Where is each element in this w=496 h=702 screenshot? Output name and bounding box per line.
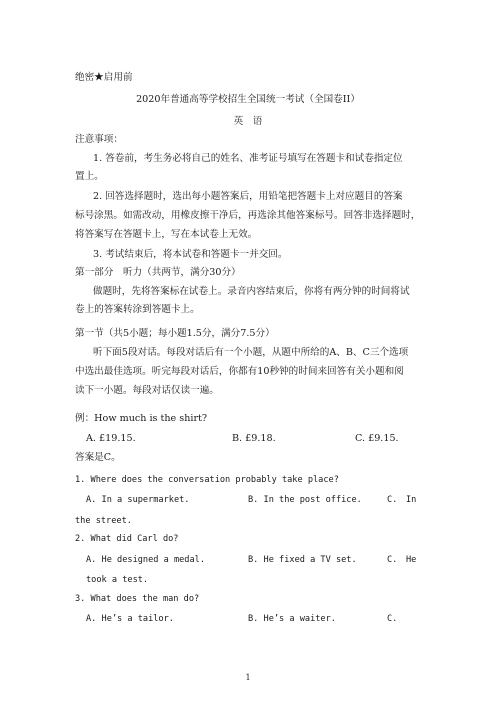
note-item-1-line-1: 1. 答卷前，考生务必将自己的姓名、准考证号填写在答题卡和试卷指定位 xyxy=(93,153,403,164)
section1-heading: 第一节（共5小题；每小题1.5分，满分7.5分） xyxy=(75,328,275,339)
question-2-option-c: C. He xyxy=(387,555,417,565)
example-option-c: C. £9.15. xyxy=(355,433,399,444)
exam-title: 2020年普通高等学校招生全国统一考试（全国卷II） xyxy=(136,94,360,105)
subject-title: 英 语 xyxy=(233,116,263,127)
part1-intro-line-1: 做题时，先将答案标在试卷上。录音内容结束后，你将有两分钟的时间将试 xyxy=(93,286,410,297)
question-1-option-a: A. In a supermarket. xyxy=(86,495,190,505)
question-3-option-c: C. xyxy=(387,614,398,624)
question-2-option-a: A. He designed a medal. xyxy=(86,555,205,565)
question-2-stem: 2. What did Carl do? xyxy=(75,534,179,544)
question-3-stem: 3. What does the man do? xyxy=(75,594,200,604)
example-question: 例：How much is the shirt? xyxy=(75,413,208,424)
example-option-b: B. £9.18. xyxy=(232,433,276,444)
example-answer: 答案是C。 xyxy=(75,452,121,463)
question-1-option-c-continued: the street. xyxy=(75,516,132,526)
note-item-1-line-2: 置上。 xyxy=(75,171,104,182)
question-2-option-c-continued: took a test. xyxy=(86,575,149,585)
section1-intro-line-1: 听下面5段对话。每段对话后有一个小题，从题中所给的A、B、C三个选项 xyxy=(93,347,409,358)
question-1-option-b: B. In the post office. xyxy=(248,495,362,505)
question-1-stem: 1. Where does the conversation probably take place? xyxy=(75,475,339,485)
example-option-a: A. £19.15. xyxy=(86,433,136,444)
note-item-2-line-3: 将答案写在答题卡上，写在本试卷上无效。 xyxy=(75,229,258,240)
part1-intro-line-2: 卷上的答案转涂到答题卡上。 xyxy=(75,304,200,315)
question-3-option-b: B. He’s a waiter. xyxy=(248,614,336,624)
question-1-option-c: C. In xyxy=(387,495,417,505)
part1-heading: 第一部分 听力（共两节，满分30分） xyxy=(75,267,241,278)
question-2-option-b: B. He fixed a TV set. xyxy=(248,555,357,565)
section1-intro-line-2: 中选出最佳选项。听完每段对话后，你都有10秒钟的时间来回答有关小题和阅 xyxy=(75,366,404,377)
notes-heading: 注意事项： xyxy=(75,134,123,145)
section1-intro-line-3: 读下一小题。每段对话仅读一遍。 xyxy=(75,385,219,396)
note-item-3: 3. 考试结束后，将本试卷和答题卡一并交回。 xyxy=(93,249,288,260)
secret-mark: 绝密★启用前 xyxy=(75,72,133,83)
page-number: 1 xyxy=(245,673,251,682)
question-3-option-a: A. He’s a tailor. xyxy=(86,614,174,624)
note-item-2-line-1: 2. 回答选择题时，选出每小题答案后，用铅笔把答题卡上对应题目的答案 xyxy=(93,191,403,202)
note-item-2-line-2: 标号涂黑。如需改动，用橡皮擦干净后，再选涂其他答案标号。回答非选择题时， xyxy=(75,210,421,221)
